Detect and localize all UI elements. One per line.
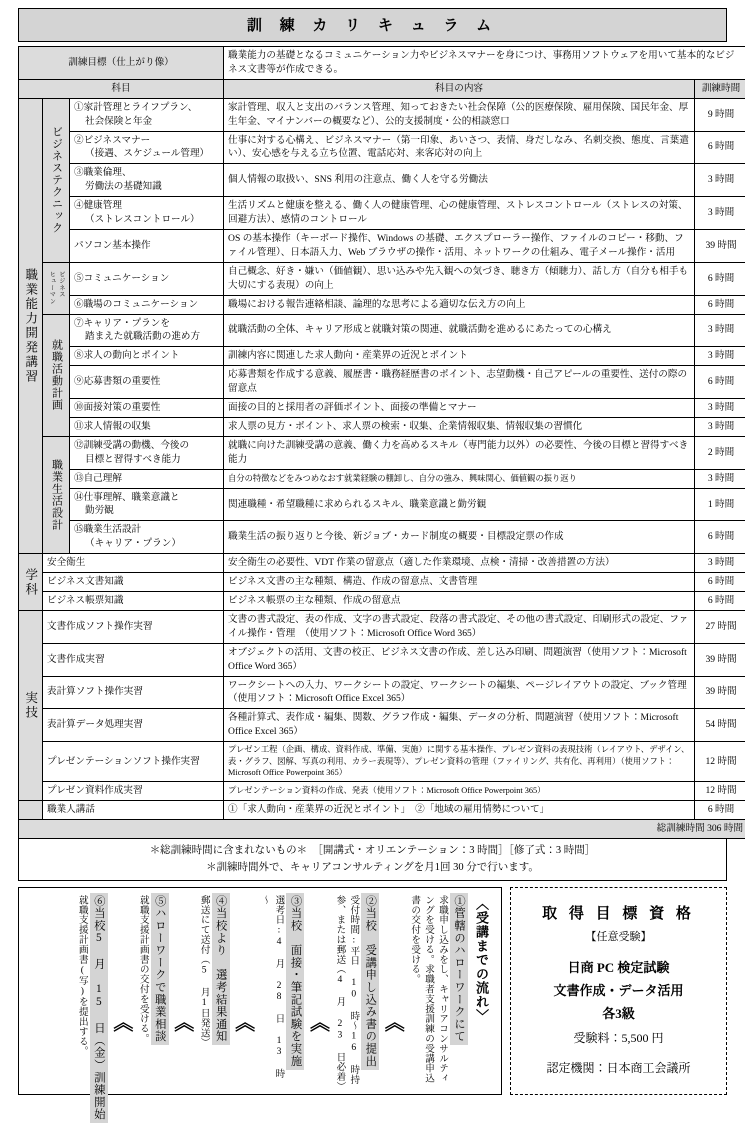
hours-cell: 6 時間 xyxy=(695,131,745,164)
hours-cell: 6 時間 xyxy=(695,573,745,592)
flow-step-4-body: 郵送にて送付（5 月1日発送） xyxy=(197,893,211,1048)
hours-cell: 39 時間 xyxy=(695,643,745,676)
table-row xyxy=(19,554,745,573)
content-cell: プレゼンテーション資料の作成、発表（使用ソフト：Microsoft Office Powerpoint 365） xyxy=(224,781,695,800)
subject-line-2: 踏まえた就職活動の進め方 xyxy=(74,330,219,344)
hours-cell: 6 時間 xyxy=(695,366,745,399)
content-cell: 自己概念、好き・嫌い（価値観）、思い込みや先入観への気づき、聴き方（傾聴力）、話し方（自分も相手も大切にする表現）の向上 xyxy=(224,262,695,295)
subject-cell xyxy=(70,469,224,488)
subject-line-1: ⑫訓練受講の動機、今後の xyxy=(74,440,189,451)
table-row xyxy=(19,469,745,488)
table-row xyxy=(19,347,745,366)
subject-line-1: ⑩面接対策の重要性 xyxy=(74,402,160,413)
hours-cell: 9 時間 xyxy=(695,98,745,131)
table-row xyxy=(19,521,745,554)
content-cell: 求人票の見方・ポイント、求人票の検索・収集、企業情報収集、情報収集の習慣化 xyxy=(224,417,695,436)
hours-cell: 3 時間 xyxy=(695,197,745,230)
table-row xyxy=(19,262,745,295)
flow-step-1-title: ①管轄のハローワークにて xyxy=(450,893,468,1045)
goal-text: 職業能力の基礎となるコミュニケーション力やビジネスマナーを身につけ、事務用ソフトウェアを用いて基本的なビジネス文書等が作成できる。 xyxy=(224,47,745,80)
table-row xyxy=(19,399,745,418)
group-label-empty xyxy=(19,800,43,819)
content-cell: 面接の目的と採用者の評価ポイント、面接の準備とマナー xyxy=(224,399,695,418)
note-line-1: ＊総訓練時間に含まれないもの＊ ［開講式・オリエンテーション：3 時間］［修了式：3 時間］ xyxy=(19,842,726,859)
table-row xyxy=(19,592,745,611)
subject-cell xyxy=(70,417,224,436)
subgroup-label-shushoku-katsudo xyxy=(43,314,70,436)
table-header-row xyxy=(19,79,745,98)
flow-step-3-body: 選考日:4 月 28 日 13 時～ xyxy=(258,893,286,1087)
subject-cell xyxy=(43,709,224,742)
subject-line-1: 安全衛生 xyxy=(47,557,85,568)
column-header-subject: 科目 xyxy=(19,79,224,98)
flow-arrow-icon: 《 xyxy=(169,1012,195,1032)
column-header-content: 科目の内容 xyxy=(224,79,695,98)
enrollment-flow-box xyxy=(18,887,502,1095)
content-cell: OS の基本操作（キーボード操作、Windows の基礎、エクスプローラー操作、ファイルのコピー・移動、ファイル管理）、日本語入力、Web ブラウザの操作・活用、ネットワークの仕組み、電子メール操作・活用 xyxy=(224,229,695,262)
hours-cell: 6 時間 xyxy=(695,262,745,295)
subject-cell xyxy=(70,436,224,469)
subject-cell xyxy=(70,488,224,521)
hours-cell: 39 時間 xyxy=(695,676,745,709)
notes-box xyxy=(18,839,727,882)
hours-cell: 3 時間 xyxy=(695,554,745,573)
total-row xyxy=(19,819,745,838)
certification-box xyxy=(510,887,727,1095)
subject-line-1: ⑤コミュニケーション xyxy=(74,273,169,284)
subject-cell xyxy=(70,295,224,314)
hours-cell: 2 時間 xyxy=(695,436,745,469)
table-row xyxy=(19,573,745,592)
content-cell: 家計管理、収入と支出のバランス管理、知っておきたい社会保障（公的医療保険、雇用保険、国民年金、厚生年金、マイナンバーの概要など）、公的支援制度・公的相談窓口 xyxy=(224,98,695,131)
group-label-jitsugi-text: 実技 xyxy=(24,691,37,720)
content-cell: 職場における報告連絡相談、論理的な思考による適切な伝え方の向上 xyxy=(224,295,695,314)
subject-line-1: 表計算ソフト操作実習 xyxy=(47,686,143,697)
content-cell: 訓練内容に関連した求人動向・産業界の近況とポイント xyxy=(224,347,695,366)
subject-cell xyxy=(70,314,224,347)
subgroup-label-shokugyo-seikatsu-text: 職業生活設計 xyxy=(51,459,62,531)
subject-cell xyxy=(70,164,224,197)
hours-cell: 3 時間 xyxy=(695,469,745,488)
table-row xyxy=(19,488,745,521)
flow-step-4 xyxy=(195,893,230,1090)
flow-step-6 xyxy=(73,893,108,1090)
table-row xyxy=(19,98,745,131)
table-row xyxy=(19,676,745,709)
subject-line-2: （キャリア・プラン） xyxy=(74,537,219,551)
group-label-jitsugi xyxy=(19,610,43,800)
table-row xyxy=(19,781,745,800)
content-cell: 応募書類を作成する意義、履歴書・職務経歴書のポイント、志望動機・自己アピールの重要性、送付の際の留意点 xyxy=(224,366,695,399)
subject-cell xyxy=(43,742,224,782)
subject-cell xyxy=(70,262,224,295)
hours-cell: 6 時間 xyxy=(695,295,745,314)
flow-step-4-title: ④当校より 選考結果通知 xyxy=(212,893,230,1045)
subject-line-1: パソコン基本操作 xyxy=(74,240,151,251)
hours-cell: 6 時間 xyxy=(695,521,745,554)
content-cell: 安全衛生の必要性、VDT 作業の留意点（適した作業環境、点検・清掃・改善措置の方法） xyxy=(224,554,695,573)
flow-step-5-body: 就職支援計画書の交付を受ける。 xyxy=(136,893,150,1044)
total-hours: 総訓練時間 306 時間 xyxy=(19,819,745,838)
subject-line-1: 文書作成実習 xyxy=(47,654,105,665)
content-cell: ビジネス帳票の主な種類、作成の留意点 xyxy=(224,592,695,611)
table-row xyxy=(19,197,745,230)
subgroup-label-business-human-line1: ビジネス xyxy=(58,271,64,298)
subgroup-label-shokugyo-seikatsu xyxy=(43,436,70,553)
hours-cell: 3 時間 xyxy=(695,314,745,347)
subject-line-2: 勤労観 xyxy=(74,504,219,518)
subject-cell xyxy=(43,554,224,573)
hours-cell: 3 時間 xyxy=(695,417,745,436)
subject-line-1: プレゼン資料作成実習 xyxy=(47,785,143,796)
cert-exam-fields: 文書作成・データ活用 xyxy=(553,980,683,1003)
content-cell: ワークシートへの入力、ワークシートの設定、ワークシートの編集、ページレイアウトの設定、ブック管理（使用ソフト：Microsoft Office Excel 365） xyxy=(224,676,695,709)
content-cell: 生活リズムと健康を整える、働く人の健康管理、心の健康管理、ストレスコントロール（ストレスの対策、回避方法）、感情のコントロール xyxy=(224,197,695,230)
cert-organization: 認定機関：日本商工会議所 xyxy=(546,1059,690,1076)
subject-cell xyxy=(70,366,224,399)
cert-exam-grade: 各3級 xyxy=(602,1003,635,1026)
group-label-gakka-text: 学科 xyxy=(24,568,37,597)
content-cell: 就職に向けた訓練受講の意義、働く力を高めるスキル（専門能力以外）の必要性、今後の目標と習得すべき能力 xyxy=(224,436,695,469)
flow-step-6-body: 就職支援計画書(写)を提出する。 xyxy=(75,893,89,1056)
content-cell: 各種計算式、表作成・編集、関数、グラフ作成・編集、データの分析、問題演習（使用ソフト：Microsoft Office Excel 365） xyxy=(224,709,695,742)
note-line-2: ＊訓練時間外で、キャリアコンサルティングを月1回 30 分で行います。 xyxy=(19,859,726,876)
subject-line-1: ⑦キャリア・プランを xyxy=(74,318,170,329)
subject-cell xyxy=(70,521,224,554)
flow-step-5-title: ⑤ハローワークで職業相談 xyxy=(151,893,169,1045)
subject-line-1: ビジネス文書知識 xyxy=(47,576,123,587)
table-row xyxy=(19,709,745,742)
subject-line-1: プレゼンテーションソフト操作実習 xyxy=(47,756,200,767)
subject-line-2: 目標と習得すべき能力 xyxy=(74,453,219,467)
cert-optional-label: 【任意受験】 xyxy=(586,928,652,944)
subject-cell xyxy=(43,592,224,611)
subgroup-label-business-technic xyxy=(43,98,70,262)
hours-cell: 12 時間 xyxy=(695,781,745,800)
subject-line-2: 社会保険と年金 xyxy=(74,115,219,129)
content-cell: ①「求人動向・産業界の近況とポイント」 ②「地域の雇用情勢について」 xyxy=(224,800,695,819)
table-row xyxy=(19,229,745,262)
flow-step-6-title: ⑥当校5 月 15 日（金）訓練開始 xyxy=(90,893,108,1123)
table-row xyxy=(19,800,745,819)
content-cell: 個人情報の取扱い、SNS 利用の注意点、働く人を守る労働法 xyxy=(224,164,695,197)
subject-cell xyxy=(70,347,224,366)
table-row xyxy=(19,164,745,197)
group-label-shokugyo xyxy=(19,98,43,553)
flow-step-3 xyxy=(256,893,305,1090)
content-cell: ビジネス文書の主な種類、構造、作成の留意点、文書管理 xyxy=(224,573,695,592)
flow-step-2 xyxy=(330,893,379,1090)
subject-cell xyxy=(43,800,224,819)
table-row xyxy=(19,366,745,399)
subgroup-label-business-technic-text: ビジネステクニック xyxy=(51,126,62,234)
subject-cell xyxy=(43,610,224,643)
subject-line-1: ③職業倫理、 xyxy=(74,167,132,178)
subject-line-1: ④健康管理 xyxy=(74,200,122,211)
table-row xyxy=(19,742,745,782)
subject-line-1: ⑥職場のコミュニケーション xyxy=(74,299,198,310)
flow-arrow-icon: 《 xyxy=(379,1012,405,1032)
table-row xyxy=(19,436,745,469)
subject-line-1: 表計算データ処理実習 xyxy=(47,719,143,730)
content-cell: プレゼン工程（企画、構成、資料作成、準備、実施）に関する基本操作、プレゼン資料の表現技術（レイアウト、デザイン、表・グラフ、図解、写真の利用、カラー表現等）、プレゼン資料の管理（ファイリング、共有化、再利用）（使用ソフト：Microsoft Office Powerpoint 365） xyxy=(224,742,695,782)
goal-label: 訓練目標（仕上がり像） xyxy=(19,47,224,80)
goal-row xyxy=(19,47,745,80)
flow-heading: 〈受講までの流れ〉 xyxy=(468,893,497,1023)
flow-arrow-icon: 《 xyxy=(108,1012,134,1032)
hours-cell: 3 時間 xyxy=(695,347,745,366)
subject-cell xyxy=(70,399,224,418)
subject-cell xyxy=(43,781,224,800)
group-label-gakka xyxy=(19,554,43,611)
hours-cell: 54 時間 xyxy=(695,709,745,742)
flow-step-1-body: 求職申し込みをし、キャリアコンサルティングを受ける。求職者支援訓練の受講申込書の交付を受ける。 xyxy=(407,893,449,1087)
cert-exam-name: 日商 PC 検定試験 xyxy=(568,957,670,980)
subject-line-2: （接遇、スケジュール管理） xyxy=(74,147,219,161)
content-cell: オブジェクトの活用、文書の校正、ビジネス文書の作成、差し込み印刷、問題演習（使用ソフト：Microsoft Office Word 365） xyxy=(224,643,695,676)
hours-cell: 3 時間 xyxy=(695,164,745,197)
cert-fee: 受験料：5,500 円 xyxy=(573,1029,663,1046)
subgroup-label-shushoku-katsudo-text: 就職活動計画 xyxy=(51,339,62,411)
subject-line-1: 文書作成ソフト操作実習 xyxy=(47,621,153,632)
group-label-shokugyo-text: 職業能力開発講習 xyxy=(24,268,37,384)
content-cell: 自分の特徴などをみつめなおす就業経験の棚卸し、自分の強み、興味関心、価値観の振り返り xyxy=(224,469,695,488)
hours-cell: 12 時間 xyxy=(695,742,745,782)
subject-cell xyxy=(70,197,224,230)
hours-cell: 27 時間 xyxy=(695,610,745,643)
subgroup-label-business-human xyxy=(43,262,70,314)
content-cell: 仕事に対する心構え、ビジネスマナー（第一印象、あいさつ、表情、身だしなみ、名刺交換、態度、言葉遣い）、安心感を与える立ち位置、電話応対、来客応対の向上 xyxy=(224,131,695,164)
hours-cell: 6 時間 xyxy=(695,592,745,611)
subject-line-1: ⑭仕事理解、職業意識と xyxy=(74,492,180,503)
content-cell: 関連職種・希望職種に求められるスキル、職業意識と勤労観 xyxy=(224,488,695,521)
table-row xyxy=(19,610,745,643)
subject-line-1: ①家計管理とライフプラン、 xyxy=(74,102,197,113)
curriculum-table xyxy=(18,46,745,839)
content-cell: 文書の書式設定、表の作成、文字の書式設定、段落の書式設定、その他の書式設定、印刷形式の設定、ファイル操作・管理 （使用ソフト：Microsoft Office Word 365） xyxy=(224,610,695,643)
subject-cell xyxy=(70,98,224,131)
hours-cell: 3 時間 xyxy=(695,399,745,418)
subject-line-2: （ストレスコントロール） xyxy=(74,213,219,227)
hours-cell: 6 時間 xyxy=(695,800,745,819)
subject-line-1: 職業人講話 xyxy=(47,804,95,815)
flow-arrow-icon: 《 xyxy=(304,1012,330,1032)
subject-cell xyxy=(43,573,224,592)
table-row xyxy=(19,295,745,314)
table-row xyxy=(19,314,745,347)
subject-line-1: ⑮職業生活設計 xyxy=(74,524,141,535)
subject-line-1: ビジネス帳票知識 xyxy=(47,595,123,606)
flow-arrow-icon: 《 xyxy=(230,1012,256,1032)
flow-step-1 xyxy=(405,893,468,1090)
page-title: 訓 練 カ リ キ ュ ラ ム xyxy=(18,8,727,42)
flow-step-2-body: 受付時間:平日 10 時～16 時持参、または郵送（4 月 23 日必着） xyxy=(332,893,360,1087)
subject-cell xyxy=(70,229,224,262)
hours-cell: 1 時間 xyxy=(695,488,745,521)
content-cell: 職業生活の振り返りと今後、新ジョブ・カード制度の概要・目標設定票の作成 xyxy=(224,521,695,554)
subject-line-2: 労働法の基礎知識 xyxy=(74,180,219,194)
subject-line-1: ⑨応募書類の重要性 xyxy=(74,376,160,387)
hours-cell: 39 時間 xyxy=(695,229,745,262)
table-row xyxy=(19,417,745,436)
bottom-area xyxy=(18,887,727,1095)
flow-step-5 xyxy=(134,893,169,1090)
subject-line-1: ⑬自己理解 xyxy=(74,473,122,484)
column-header-hours: 訓練時間 xyxy=(695,79,745,98)
flow-step-3-title: ③当校 面接・筆記試験を実施 xyxy=(286,893,304,1069)
table-row xyxy=(19,131,745,164)
flow-step-2-title: ②当校 受講申し込み書の提出 xyxy=(361,893,379,1069)
subject-line-1: ②ビジネスマナー xyxy=(74,135,150,146)
subgroup-label-business-human-line2: ヒューマン xyxy=(48,271,54,305)
subject-cell xyxy=(43,676,224,709)
content-cell: 就職活動の全体、キャリア形成と就職対策の関連、就職活動を進めるにあたっての心構え xyxy=(224,314,695,347)
subject-line-1: ⑪求人情報の収集 xyxy=(74,421,151,432)
subject-cell xyxy=(70,131,224,164)
subject-line-1: ⑧求人の動向とポイント xyxy=(74,350,180,361)
subject-cell xyxy=(43,643,224,676)
table-row xyxy=(19,643,745,676)
cert-title: 取 得 目 標 資 格 xyxy=(542,902,695,923)
